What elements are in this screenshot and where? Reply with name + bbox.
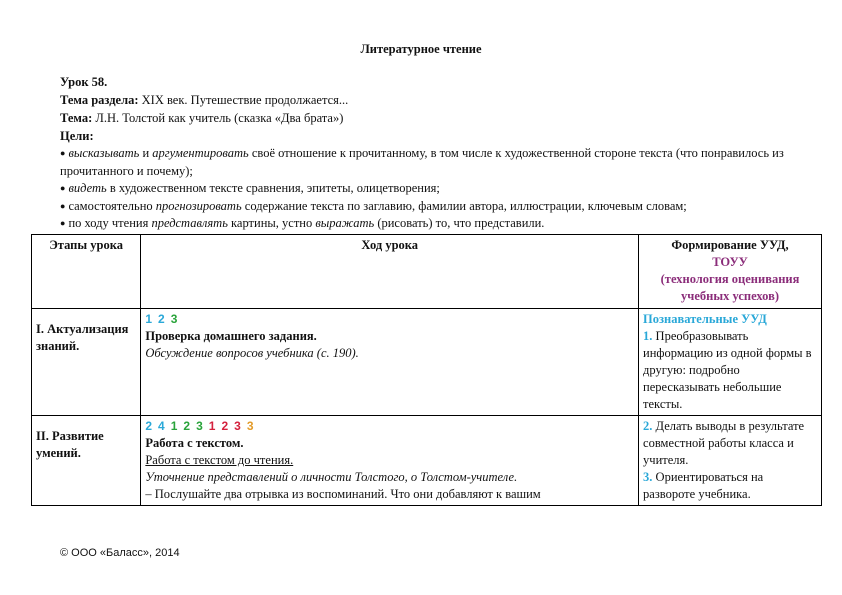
goals-label: Цели: xyxy=(60,129,94,143)
task-desc: Уточнение представлений о личности Толстого, о Толстом-учителе. xyxy=(145,470,518,484)
lesson-number: Урок 58. xyxy=(60,75,108,89)
table-header-row xyxy=(32,235,822,309)
course-cell xyxy=(141,309,639,416)
section-label: Тема раздела: xyxy=(60,93,139,107)
uud-cell xyxy=(639,416,822,506)
bullet-icon: ● xyxy=(60,218,66,228)
goal-item: ● видеть в художественном тексте сравнения, эпитеты, олицетворения; xyxy=(60,181,440,195)
header-uud-title: Формирование УУД, xyxy=(671,238,789,252)
goals-list xyxy=(60,145,800,233)
task-title: Проверка домашнего задания. xyxy=(145,329,317,343)
table-row xyxy=(32,416,822,506)
lesson-table xyxy=(31,234,822,506)
uud-cell xyxy=(639,309,822,416)
copyright-footer: © ООО «Баласс», 2014 xyxy=(60,547,180,559)
section-value: XIX век. Путешествие продолжается... xyxy=(141,93,349,107)
uud-item: 1. Преобразовывать информацию из одной формы в другую: подробно пересказывать небольшие тексты. xyxy=(643,329,812,411)
bullet-icon: ● xyxy=(60,148,66,158)
table-row xyxy=(32,309,822,416)
course-cell xyxy=(141,416,639,506)
header-toyy-desc: (технология оценивания учебных успехов) xyxy=(660,272,800,303)
header-toyy: ТОУУ xyxy=(712,255,748,269)
task-title: Работа с текстом. xyxy=(145,436,244,450)
uud-title: Познавательные УУД xyxy=(643,312,767,326)
step-numbers: 1 2 3 xyxy=(145,312,178,326)
bullet-icon: ● xyxy=(60,200,66,211)
bullet-icon: ● xyxy=(60,183,66,193)
uud-item: 3. Ориентироваться на развороте учебника. xyxy=(643,470,764,501)
goal-item: ● по ходу чтения представлять картины, устно выражать (рисовать) то, что представили. xyxy=(60,216,545,230)
header-stages: Этапы урока xyxy=(32,235,141,309)
page-title: Литературное чтение xyxy=(360,42,482,56)
goal-item: ● высказывать и аргументировать своё отношение к прочитанному, в том числе к художественной стороне текста (что понравилось из прочитанного и почему); xyxy=(60,146,784,178)
goal-item: ● самостоятельно прогнозировать содержание текста по заглавию, фамилии автора, иллюстрации, ключевым словам; xyxy=(60,198,687,213)
task-desc: Обсуждение вопросов учебника (с. 190). xyxy=(145,346,359,360)
task-text: – Послушайте два отрывка из воспоминаний. Что они добавляют к вашим xyxy=(145,487,541,501)
uud-item: 2. Делать выводы в результате совместной работы класса и учителя. xyxy=(643,419,805,467)
task-subtitle: Работа с текстом до чтения. xyxy=(145,453,294,467)
lesson-header xyxy=(60,73,800,233)
stage-cell: I. Актуализация знаний. xyxy=(32,309,141,416)
topic-value: Л.Н. Толстой как учитель (сказка «Два брата») xyxy=(95,111,344,125)
stage-cell: II. Развитие умений. xyxy=(32,416,141,506)
topic-label: Тема: xyxy=(60,111,93,125)
step-numbers: 2 4 1 2 3 1 2 3 3 xyxy=(145,419,254,433)
header-course: Ход урока xyxy=(141,235,639,309)
header-uud xyxy=(639,235,822,309)
